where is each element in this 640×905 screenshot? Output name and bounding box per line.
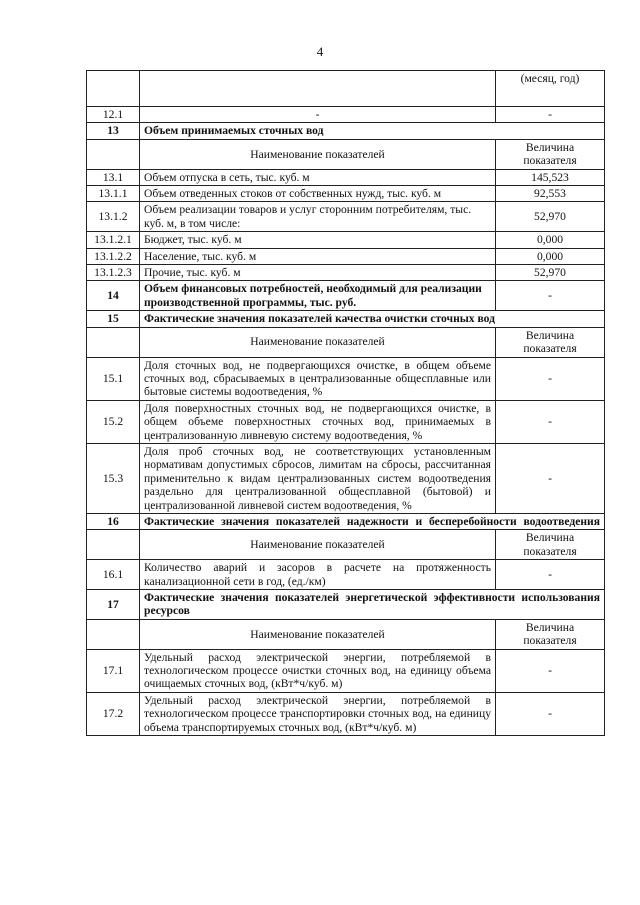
section-num: 13 [87, 123, 140, 139]
num-cell [87, 619, 140, 649]
page-number: 4 [316, 44, 324, 59]
num-cell: 17.1 [87, 649, 140, 692]
table-row [87, 71, 605, 107]
num-cell [87, 71, 140, 107]
section-title: Объем принимаемых сточных вод [140, 123, 605, 139]
name-cell: - [140, 107, 496, 123]
num-cell [87, 530, 140, 560]
header-name: Наименование показателей [140, 619, 496, 649]
name-cell: Прочие, тыс. куб. м [140, 265, 496, 281]
section-title: Фактические значения показателей надежности и бесперебойности водоотведения [140, 513, 605, 529]
header-row [87, 530, 605, 560]
num-cell: 13.1.2 [87, 202, 140, 232]
num-cell: 12.1 [87, 107, 140, 123]
value-cell: - [496, 692, 605, 735]
table-row [87, 202, 605, 232]
value-cell: 0,000 [496, 248, 605, 264]
section-title: Объем финансовых потребностей, необходимый для реализации производственной программы, тыс. руб. [140, 281, 496, 311]
name-cell [140, 71, 496, 107]
header-name: Наименование показателей [140, 530, 496, 560]
table-row [87, 232, 605, 248]
header-row [87, 139, 605, 169]
name-cell: Объем отпуска в сеть, тыс. куб. м [140, 169, 496, 185]
value-cell: (месяц, год) [496, 71, 605, 107]
table-row [87, 357, 605, 400]
section-title: Фактические значения показателей энергетической эффективности использования ресурсов [140, 590, 605, 620]
header-name: Наименование показателей [140, 327, 496, 357]
num-cell: 15.2 [87, 400, 140, 443]
header-value: Величина показателя [496, 530, 605, 560]
num-cell [87, 327, 140, 357]
name-cell: Объем реализации товаров и услуг сторонним потребителям, тыс. куб. м, в том числе: [140, 202, 496, 232]
value-cell: - [496, 281, 605, 311]
table-row [87, 265, 605, 281]
value-cell: - [496, 107, 605, 123]
table-row [87, 186, 605, 202]
num-cell: 15.1 [87, 357, 140, 400]
name-cell: Количество аварий и засоров в расчете на протяженность канализационной сети в год, (ед./км) [140, 560, 496, 590]
name-cell: Население, тыс. куб. м [140, 248, 496, 264]
value-cell: 52,970 [496, 202, 605, 232]
value-cell: 145,523 [496, 169, 605, 185]
section-row-15 [87, 311, 605, 327]
value-cell: 52,970 [496, 265, 605, 281]
value-cell: - [496, 560, 605, 590]
num-cell [87, 139, 140, 169]
section-row-16 [87, 513, 605, 529]
table-row [87, 560, 605, 590]
value-cell: 0,000 [496, 232, 605, 248]
section-num: 15 [87, 311, 140, 327]
section-title: Фактические значения показателей качества очистки сточных вод [140, 311, 605, 327]
section-row-17 [87, 590, 605, 620]
num-cell: 13.1.1 [87, 186, 140, 202]
table-row [87, 692, 605, 735]
header-row [87, 327, 605, 357]
name-cell: Доля сточных вод, не подвергающихся очистке, в общем объеме сточных вод, сбрасываемых в централизованные общесплавные или бытовые системы водоотведения, % [140, 357, 496, 400]
num-cell: 17.2 [87, 692, 140, 735]
header-row [87, 619, 605, 649]
num-cell: 13.1.2.1 [87, 232, 140, 248]
num-cell: 13.1.2.3 [87, 265, 140, 281]
indicators-table [86, 70, 605, 736]
num-cell: 16.1 [87, 560, 140, 590]
table-row [87, 649, 605, 692]
value-cell: - [496, 357, 605, 400]
name-cell: Бюджет, тыс. куб. м [140, 232, 496, 248]
num-cell: 15.3 [87, 443, 140, 513]
num-cell: 13.1 [87, 169, 140, 185]
value-cell: - [496, 443, 605, 513]
num-cell: 13.1.2.2 [87, 248, 140, 264]
value-cell: 92,553 [496, 186, 605, 202]
section-num: 14 [87, 281, 140, 311]
table-row [87, 248, 605, 264]
value-cell: - [496, 649, 605, 692]
name-cell: Доля поверхностных сточных вод, не подвергающихся очистке, в общем объеме поверхностных сточных вод, принимаемых в централизованную ливневую систему водоотведения, % [140, 400, 496, 443]
value-cell: - [496, 400, 605, 443]
header-name: Наименование показателей [140, 139, 496, 169]
section-num: 17 [87, 590, 140, 620]
name-cell: Доля проб сточных вод, не соответствующих установленным нормативам допустимых сбросов, лимитам на сбросы, рассчитанная применительно к видам централизованных систем водоотведения раздельно для централизованной общесплавной (бытовой) и централизованной ливневой систем водоотведения, % [140, 443, 496, 513]
header-value: Величина показателя [496, 619, 605, 649]
section-num: 16 [87, 513, 140, 529]
table-row [87, 443, 605, 513]
name-cell: Удельный расход электрической энергии, потребляемой в технологическом процессе очистки сточных вод, на единицу объема очищаемых сточных вод, (кВт*ч/куб. м) [140, 649, 496, 692]
section-row-13 [87, 123, 605, 139]
table-row [87, 400, 605, 443]
header-value: Величина показателя [496, 327, 605, 357]
table-row [87, 107, 605, 123]
table-row [87, 169, 605, 185]
section-row-14 [87, 281, 605, 311]
name-cell: Объем отведенных стоков от собственных нужд, тыс. куб. м [140, 186, 496, 202]
header-value: Величина показателя [496, 139, 605, 169]
name-cell: Удельный расход электрической энергии, потребляемой в технологическом процессе транспортировки сточных вод, на единицу объема транспортируемых сточных вод, (кВт*ч/куб. м) [140, 692, 496, 735]
